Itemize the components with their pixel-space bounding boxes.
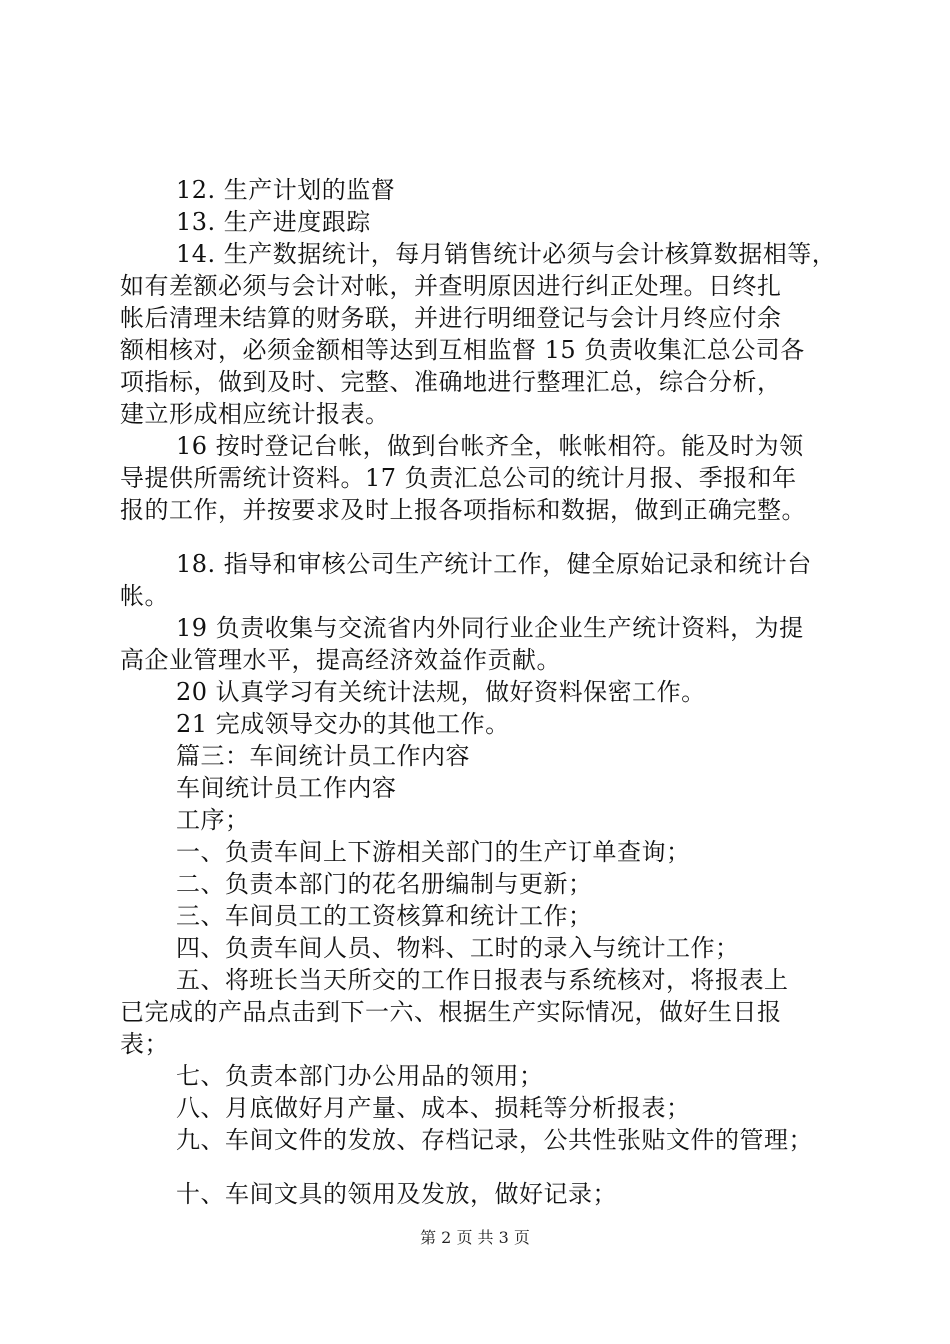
text-line: 13. 生产进度跟踪 <box>176 208 371 236</box>
text-line: 如有差额必须与会计对帐，并查明原因进行纠正处理。日终扎 <box>120 272 782 300</box>
list-item: 九、车间文件的发放、存档记录，公共性张贴文件的管理； <box>176 1126 813 1154</box>
list-item: 四、负责车间人员、物料、工时的录入与统计工作； <box>176 934 740 962</box>
list-item: 二、负责本部门的花名册编制与更新； <box>176 870 593 898</box>
list-item: 八、月底做好月产量、成本、损耗等分析报表； <box>176 1094 691 1122</box>
text-line: 帐。 <box>120 582 169 610</box>
text-line: 帐后清理未结算的财务联，并进行明细登记与会计月终应付余 <box>120 304 782 332</box>
text-line: 16 按时登记台帐，做到台帐齐全，帐帐相符。能及时为领 <box>176 432 804 460</box>
text-line: 高企业管理水平，提高经济效益作贡献。 <box>120 646 561 674</box>
text-line: 表； <box>120 1030 169 1058</box>
text-line: 工序； <box>176 806 250 834</box>
text-line: 报的工作，并按要求及时上报各项指标和数据，做到正确完整。 <box>120 496 806 524</box>
text-line: 项指标，做到及时、完整、准确地进行整理汇总，综合分析， <box>120 368 782 396</box>
page-number-footer: 第 2 页 共 3 页 <box>420 1228 530 1247</box>
section-heading: 篇三：车间统计员工作内容 <box>176 742 470 770</box>
text-line: 已完成的产品点击到下一六、根据生产实际情况，做好生日报 <box>120 998 782 1026</box>
text-line: 18. 指导和审核公司生产统计工作，健全原始记录和统计台 <box>176 550 812 578</box>
list-item: 十、车间文具的领用及发放，做好记录； <box>176 1180 617 1208</box>
text-line: 20 认真学习有关统计法规，做好资料保密工作。 <box>176 678 706 706</box>
text-line: 12. 生产计划的监督 <box>176 176 396 204</box>
list-item: 七、负责本部门办公用品的领用； <box>176 1062 544 1090</box>
text-line: 建立形成相应统计报表。 <box>120 400 390 428</box>
text-line: 14. 生产数据统计，每月销售统计必须与会计核算数据相等， <box>176 240 837 268</box>
text-line: 额相核对，必须金额相等达到互相监督 15 负责收集汇总公司各 <box>120 336 805 364</box>
text-line: 导提供所需统计资料。17 负责汇总公司的统计月报、季报和年 <box>120 464 797 492</box>
list-item: 三、车间员工的工资核算和统计工作； <box>176 902 593 930</box>
list-item: 五、将班长当天所交的工作日报表与系统核对，将报表上 <box>176 966 789 994</box>
list-item: 一、负责车间上下游相关部门的生产订单查询； <box>176 838 691 866</box>
section-subheading: 车间统计员工作内容 <box>176 774 397 802</box>
text-line: 19 负责收集与交流省内外同行业企业生产统计资料，为提 <box>176 614 804 642</box>
text-line: 21 完成领导交办的其他工作。 <box>176 710 510 738</box>
